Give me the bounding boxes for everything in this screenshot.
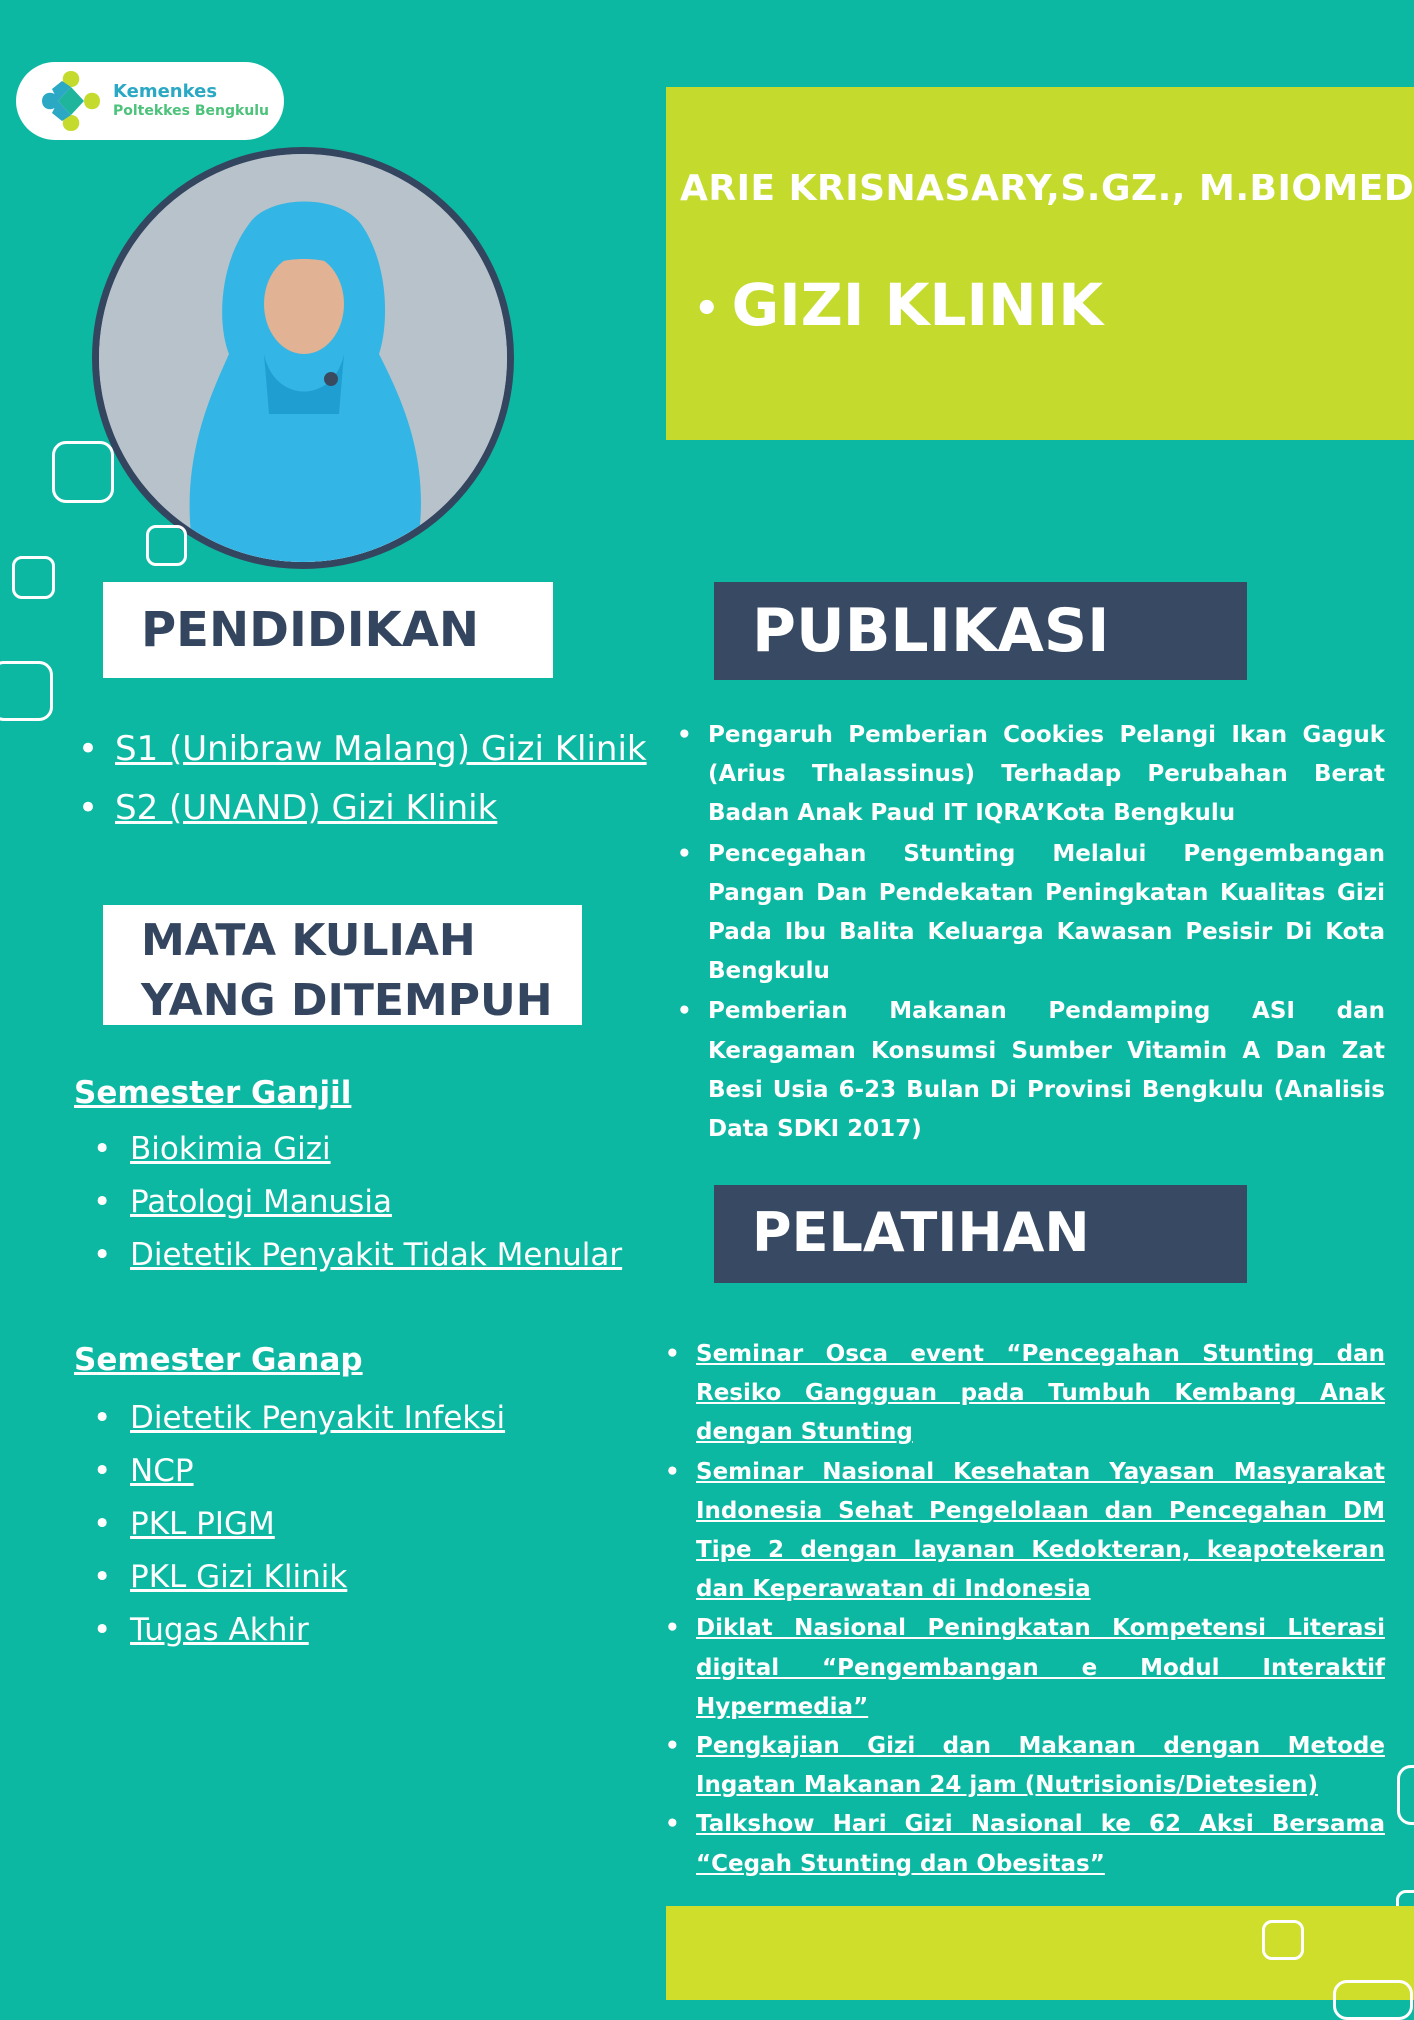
publications-title: PUBLIKASI [752, 596, 1110, 666]
lecturer-name: ARIE KRISNASARY,S.GZ., M.BIOMED [680, 168, 1414, 209]
training-item[interactable]: • Seminar Nasional Kesehatan Yayasan Masyarakat Indonesia Sehat Pengelolaan dan Pencegahan DM Tipe 2 dengan layanan Kedokteran, keapotekeran dan Keperawatan di Indonesia [662, 1453, 1385, 1610]
training-item[interactable]: • Pengkajian Gizi dan Makanan dengan Metode Ingatan Makanan 24 jam (Nutrisionis/Dietesien) [662, 1727, 1385, 1805]
education-item[interactable]: • S1 (Unibraw Malang) Gizi Klinik [78, 720, 658, 779]
publications-header [714, 582, 1247, 680]
logo-subname: Poltekkes Bengkulu [113, 103, 270, 119]
trainings-title: PELATIHAN [752, 1201, 1090, 1264]
publications-list [674, 716, 1385, 1150]
trainings-header [714, 1185, 1247, 1283]
education-header [103, 582, 553, 678]
courses-title: MATA KULIAH YANG DITEMPUH [141, 915, 553, 1026]
bullet: • [694, 285, 720, 332]
course-item[interactable]: • Dietetik Penyakit Infeksi [75, 1392, 675, 1445]
education-item[interactable]: • S2 (UNAND) Gizi Klinik [78, 779, 658, 838]
course-item[interactable]: • NCP [75, 1445, 675, 1498]
education-title: PENDIDIKAN [141, 602, 480, 658]
decorative-square [1397, 1765, 1414, 1825]
decorative-square [12, 556, 55, 599]
person-portrait-icon [99, 154, 507, 562]
course-item[interactable]: • Biokimia Gizi [75, 1123, 675, 1176]
course-item[interactable]: • PKL Gizi Klinik [75, 1551, 675, 1604]
odd-semester-list [75, 1123, 675, 1282]
publication-item: • Pemberian Makanan Pendamping ASI dan Keragaman Konsumsi Sumber Vitamin A Dan Zat Besi Usia 6-23 Bulan Di Provinsi Bengkulu (Analisis Data SDKI 2017) [674, 992, 1385, 1149]
decorative-square [1333, 1980, 1413, 2020]
logo-name: Kemenkes [113, 81, 218, 102]
course-item[interactable]: • PKL PIGM [75, 1498, 675, 1551]
specialty [694, 271, 1103, 339]
training-item[interactable]: • Seminar Osca event “Pencegahan Stunting dan Resiko Gangguan pada Tumbuh Kembang Anak dengan Stunting [662, 1335, 1385, 1453]
course-item[interactable]: • Tugas Akhir [75, 1604, 675, 1657]
even-semester-title[interactable]: Semester Ganap [74, 1342, 363, 1378]
kemenkes-logo-icon [38, 67, 104, 135]
even-semester-list [75, 1392, 675, 1657]
decorative-square [146, 525, 187, 566]
publication-item: • Pencegahan Stunting Melalui Pengembangan Pangan Dan Pendekatan Peningkatan Kualitas Gizi Pada Ibu Balita Keluarga Kawasan Pesisir Di Kota Bengkulu [674, 835, 1385, 992]
decorative-square [52, 441, 114, 503]
odd-semester-title[interactable]: Semester Ganjil [74, 1075, 352, 1111]
trainings-list [662, 1335, 1385, 1884]
decorative-square [0, 661, 53, 721]
courses-header [103, 905, 582, 1025]
decorative-square [1262, 1920, 1304, 1960]
profile-photo [92, 147, 514, 569]
education-list [78, 720, 658, 838]
publication-item: • Pengaruh Pemberian Cookies Pelangi Ikan Gaguk (Arius Thalassinus) Terhadap Perubahan Berat Badan Anak Paud IT IQRA’Kota Bengkulu [674, 716, 1385, 834]
name-banner [666, 87, 1414, 440]
training-item[interactable]: • Talkshow Hari Gizi Nasional ke 62 Aksi Bersama “Cegah Stunting dan Obesitas” [662, 1805, 1385, 1883]
course-item[interactable]: • Patologi Manusia [75, 1176, 675, 1229]
training-item[interactable]: • Diklat Nasional Peningkatan Kompetensi Literasi digital “Pengembangan e Modul Interaktif Hypermedia” [662, 1609, 1385, 1727]
course-item[interactable]: • Dietetik Penyakit Tidak Menular [75, 1229, 675, 1282]
specialty-label: GIZI KLINIK [731, 271, 1104, 339]
